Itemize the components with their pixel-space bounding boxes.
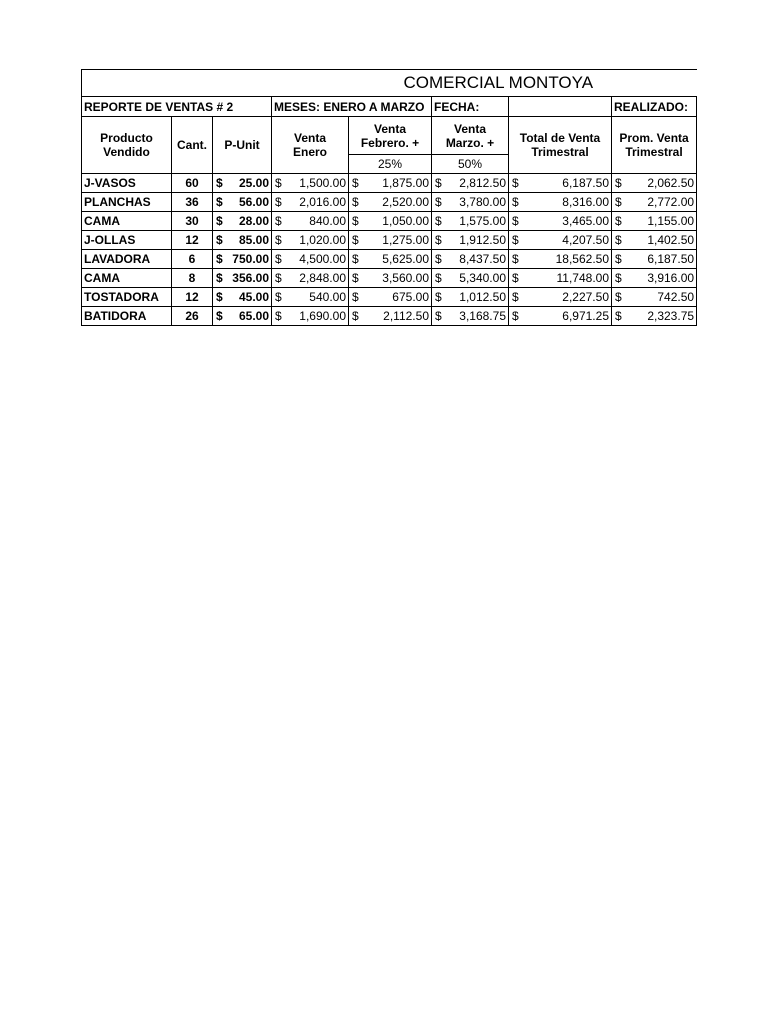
average-quarter-cell: $ 2,062.50 <box>612 174 697 193</box>
quantity-cell: 8 <box>172 269 213 288</box>
sales-report-table <box>81 69 697 326</box>
sales-march-cell: $ 3,780.00 <box>432 193 509 212</box>
data-rows <box>82 174 697 326</box>
sales-march-cell: $ 1,575.00 <box>432 212 509 231</box>
sales-february-cell: $ 1,050.00 <box>349 212 432 231</box>
sales-january-cell: $ 1,020.00 <box>272 231 349 250</box>
sales-february-cell: $ 1,275.00 <box>349 231 432 250</box>
sales-february-cell: $ 3,560.00 <box>349 269 432 288</box>
average-quarter-cell: $ 3,916.00 <box>612 269 697 288</box>
table-row <box>82 250 697 269</box>
total-quarter-cell: $ 18,562.50 <box>509 250 612 269</box>
average-quarter-cell: $ 742.50 <box>612 288 697 307</box>
unit-price-cell: $ 28.00 <box>213 212 272 231</box>
unit-price-cell: $ 25.00 <box>213 174 272 193</box>
header-total: Total de Venta Trimestral <box>509 117 612 174</box>
header-febrero: Venta Febrero. + <box>349 117 432 155</box>
product-cell: J-OLLAS <box>82 231 172 250</box>
quantity-cell: 26 <box>172 307 213 326</box>
unit-price-cell: $ 56.00 <box>213 193 272 212</box>
sales-january-cell: $ 4,500.00 <box>272 250 349 269</box>
sales-february-cell: $ 5,625.00 <box>349 250 432 269</box>
quantity-cell: 12 <box>172 231 213 250</box>
total-quarter-cell: $ 6,187.50 <box>509 174 612 193</box>
unit-price-cell: $ 85.00 <box>213 231 272 250</box>
total-quarter-cell: $ 2,227.50 <box>509 288 612 307</box>
table-row <box>82 269 697 288</box>
product-cell: CAMA <box>82 269 172 288</box>
quantity-cell: 36 <box>172 193 213 212</box>
table-row <box>82 231 697 250</box>
sales-january-cell: $ 2,016.00 <box>272 193 349 212</box>
done-by-label: REALIZADO: <box>612 97 697 117</box>
total-quarter-cell: $ 11,748.00 <box>509 269 612 288</box>
sales-january-cell: $ 840.00 <box>272 212 349 231</box>
sales-january-cell: $ 2,848.00 <box>272 269 349 288</box>
unit-price-cell: $ 65.00 <box>213 307 272 326</box>
unit-price-cell: $ 45.00 <box>213 288 272 307</box>
table-row <box>82 174 697 193</box>
product-cell: CAMA <box>82 212 172 231</box>
average-quarter-cell: $ 2,323.75 <box>612 307 697 326</box>
average-quarter-cell: $ 1,402.50 <box>612 231 697 250</box>
report-number-label: REPORTE DE VENTAS # 2 <box>82 97 272 117</box>
sales-march-cell: $ 1,912.50 <box>432 231 509 250</box>
sales-march-cell: $ 5,340.00 <box>432 269 509 288</box>
product-cell: J-VASOS <box>82 174 172 193</box>
quantity-cell: 12 <box>172 288 213 307</box>
percent-marzo: 50% <box>432 155 509 174</box>
sales-february-cell: $ 2,112.50 <box>349 307 432 326</box>
sales-march-cell: $ 3,168.75 <box>432 307 509 326</box>
sales-report-sheet <box>81 69 696 326</box>
unit-price-cell: $ 356.00 <box>213 269 272 288</box>
table-row <box>82 307 697 326</box>
average-quarter-cell: $ 6,187.50 <box>612 250 697 269</box>
header-punit: P-Unit <box>213 117 272 174</box>
percent-febrero: 25% <box>349 155 432 174</box>
header-marzo: Venta Marzo. + <box>432 117 509 155</box>
sales-march-cell: $ 2,812.50 <box>432 174 509 193</box>
average-quarter-cell: $ 2,772.00 <box>612 193 697 212</box>
sales-march-cell: $ 1,012.50 <box>432 288 509 307</box>
quantity-cell: 60 <box>172 174 213 193</box>
sales-february-cell: $ 675.00 <box>349 288 432 307</box>
sales-february-cell: $ 2,520.00 <box>349 193 432 212</box>
quantity-cell: 6 <box>172 250 213 269</box>
total-quarter-cell: $ 3,465.00 <box>509 212 612 231</box>
table-row <box>82 193 697 212</box>
sales-march-cell: $ 8,437.50 <box>432 250 509 269</box>
months-label: MESES: ENERO A MARZO <box>272 97 432 117</box>
table-row <box>82 212 697 231</box>
sales-january-cell: $ 1,500.00 <box>272 174 349 193</box>
sales-february-cell: $ 1,875.00 <box>349 174 432 193</box>
sales-january-cell: $ 1,690.00 <box>272 307 349 326</box>
header-prom: Prom. Venta Trimestral <box>612 117 697 174</box>
product-cell: TOSTADORA <box>82 288 172 307</box>
date-value <box>509 97 612 117</box>
header-cant: Cant. <box>172 117 213 174</box>
date-label: FECHA: <box>432 97 509 117</box>
total-quarter-cell: $ 8,316.00 <box>509 193 612 212</box>
header-enero: Venta Enero <box>272 117 349 174</box>
report-title: COMERCIAL MONTOYA <box>82 70 697 97</box>
quantity-cell: 30 <box>172 212 213 231</box>
average-quarter-cell: $ 1,155.00 <box>612 212 697 231</box>
product-cell: PLANCHAS <box>82 193 172 212</box>
product-cell: LAVADORA <box>82 250 172 269</box>
header-product: Producto Vendido <box>82 117 172 174</box>
sales-january-cell: $ 540.00 <box>272 288 349 307</box>
total-quarter-cell: $ 4,207.50 <box>509 231 612 250</box>
table-row <box>82 288 697 307</box>
unit-price-cell: $ 750.00 <box>213 250 272 269</box>
product-cell: BATIDORA <box>82 307 172 326</box>
total-quarter-cell: $ 6,971.25 <box>509 307 612 326</box>
